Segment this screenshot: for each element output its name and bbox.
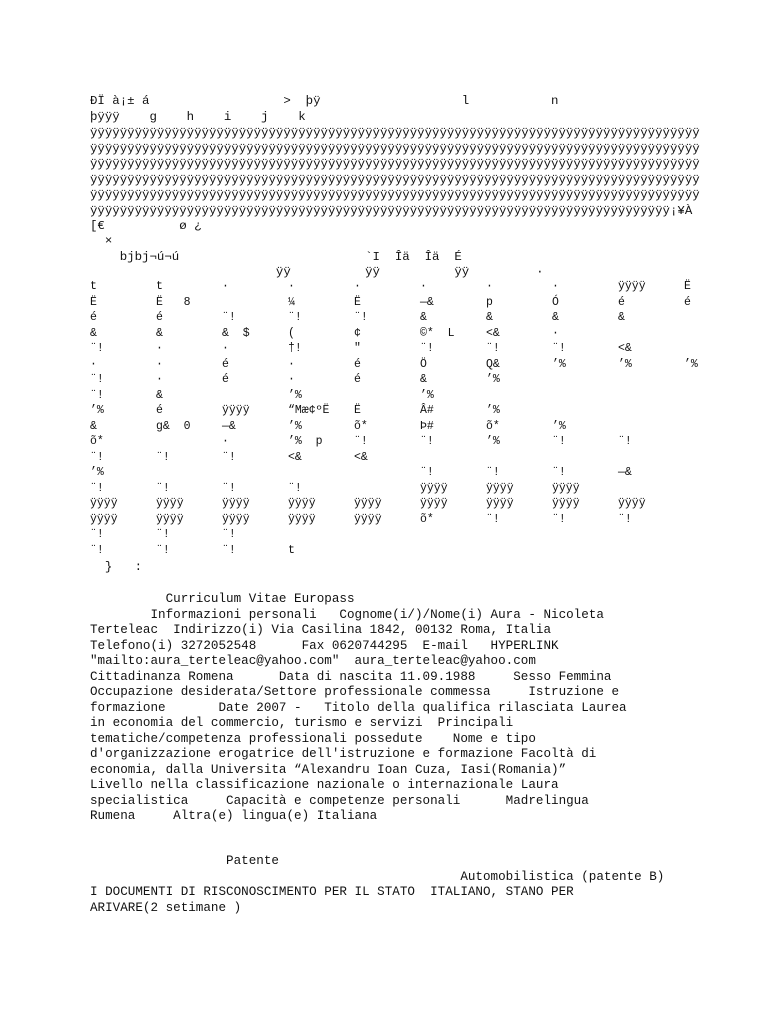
garbled-grid-cell: ·	[420, 280, 427, 293]
garbled-grid-cell: ¨!	[90, 450, 104, 464]
garbled-grid-cell: ¨!	[90, 481, 104, 495]
cv-text-line: Cittadinanza Romena Data di nascita 11.09.1988 Sesso Femmina	[90, 669, 612, 684]
garbled-grid-cell: ¨!	[90, 342, 104, 355]
garbled-grid-cell: õ*	[486, 419, 500, 433]
garbled-grid-cell: ¨!	[90, 373, 104, 386]
garbled-grid-row	[90, 513, 690, 529]
garbled-grid-cell: ÿÿÿÿ	[552, 497, 580, 510]
garbled-grid-cell: é	[90, 311, 97, 324]
garbled-grid-cell: ¨!	[552, 512, 566, 526]
cv-text-line: formazione Date 2007 - Titolo della qualifica rilasciata Laurea	[90, 700, 627, 715]
garbled-grid-cell: ·	[222, 280, 229, 293]
garbled-grid-cell: ÿÿÿÿ	[156, 497, 184, 510]
garbled-grid-cell: ÿÿÿÿ	[222, 512, 250, 526]
garbled-grid-cell: "	[354, 342, 361, 355]
garbled-grid-cell: ÿÿÿÿ	[222, 404, 250, 417]
garbled-grid-cell: Ë	[90, 295, 97, 309]
garbled-grid-cell: ¨!	[420, 342, 434, 355]
garbled-header-line: ÿÿ ÿÿ ÿÿ ·	[90, 265, 544, 279]
garbled-table-grid	[90, 280, 698, 559]
garbled-grid-cell: ÿÿÿÿ	[420, 497, 448, 510]
garbled-grid-cell: —&	[618, 466, 632, 479]
patente-text-line: I DOCUMENTI DI RISCONOSCIMENTO PER IL STATO ITALIANO, STANO PER	[90, 885, 574, 899]
garbled-grid-cell: ¨!	[486, 512, 500, 526]
garbled-grid-cell: ÿÿÿÿ	[90, 512, 118, 526]
garbled-grid-cell: ·	[288, 373, 295, 386]
garbled-grid-cell: ©* L	[420, 326, 455, 340]
garbled-trailer: } :	[90, 560, 143, 574]
cv-text-line: tematiche/competenza professionali possedute Nome e tipo	[90, 731, 536, 746]
garbled-grid-cell: & $	[222, 326, 250, 340]
garbled-grid-cell: ·	[354, 280, 361, 293]
garbled-grid-cell: ·	[552, 326, 559, 340]
garbled-grid-cell: õ*	[420, 512, 434, 526]
garbled-grid-cell: é	[618, 295, 625, 309]
filler-bytes-line: ÿÿÿÿÿÿÿÿÿÿÿÿÿÿÿÿÿÿÿÿÿÿÿÿÿÿÿÿÿÿÿÿÿÿÿÿÿÿÿÿÿÿÿÿÿÿÿÿÿÿÿÿÿÿÿÿÿÿÿÿÿÿÿÿÿÿÿÿÿÿÿÿÿÿÿÿÿÿÿÿÿÿ	[90, 157, 700, 171]
garbled-grid-cell: <&	[618, 342, 632, 355]
garbled-grid-cell: Â#	[420, 404, 434, 417]
filler-bytes-line: ÿÿÿÿÿÿÿÿÿÿÿÿÿÿÿÿÿÿÿÿÿÿÿÿÿÿÿÿÿÿÿÿÿÿÿÿÿÿÿÿÿÿÿÿÿÿÿÿÿÿÿÿÿÿÿÿÿÿÿÿÿÿÿÿÿÿÿÿÿÿÿÿÿÿÿÿÿÿÿÿÿÿ	[90, 173, 700, 187]
cv-text-line: Telefono(i) 3272052548 Fax 0620744295 E-mail HYPERLINK	[90, 638, 559, 653]
garbled-grid-row	[90, 466, 690, 482]
garbled-grid-cell: ·	[552, 280, 559, 293]
filler-bytes-line: ÿÿÿÿÿÿÿÿÿÿÿÿÿÿÿÿÿÿÿÿÿÿÿÿÿÿÿÿÿÿÿÿÿÿÿÿÿÿÿÿÿÿÿÿÿÿÿÿÿÿÿÿÿÿÿÿÿÿÿÿÿÿÿÿÿÿÿÿÿÿÿÿÿÿÿÿÿÿ¡¥À	[90, 204, 693, 218]
garbled-grid-cell: g& 0	[156, 419, 191, 433]
garbled-grid-cell: ¨!	[156, 481, 170, 495]
garbled-grid-row	[90, 482, 690, 498]
garbled-grid-cell: é	[354, 373, 361, 386]
cv-text-line: in economia del commercio, turismo e servizi Principali	[90, 716, 514, 730]
garbled-grid-row	[90, 357, 698, 374]
garbled-grid-cell: ÿÿÿÿ	[618, 497, 646, 510]
garbled-grid-cell: ÿÿÿÿ	[156, 512, 184, 526]
garbled-grid-row	[90, 296, 690, 312]
garbled-grid-cell: ¨!	[222, 543, 236, 557]
garbled-grid-cell: ·	[288, 280, 295, 293]
garbled-grid-cell: ¨!	[90, 388, 104, 402]
patente-text-line: ARIVARE(2 setimane )	[90, 900, 242, 915]
cv-text-line: economia, dalla Universita “Alexandru Ioan Cuza, Iasi(Romania)”	[90, 762, 567, 777]
garbled-grid-cell: ’%	[486, 404, 500, 417]
garbled-grid-cell: †!	[288, 342, 302, 355]
garbled-grid-cell: ·	[156, 342, 163, 355]
garbled-grid-row	[90, 528, 690, 544]
garbled-header-line: ×	[90, 234, 113, 248]
filler-bytes-line: ÿÿÿÿÿÿÿÿÿÿÿÿÿÿÿÿÿÿÿÿÿÿÿÿÿÿÿÿÿÿÿÿÿÿÿÿÿÿÿÿÿÿÿÿÿÿÿÿÿÿÿÿÿÿÿÿÿÿÿÿÿÿÿÿÿÿÿÿÿÿÿÿÿÿÿÿÿÿÿÿÿÿ	[90, 142, 700, 156]
cv-text-line: Livello nella classificazione nazionale o internazionale Laura	[90, 778, 559, 792]
garbled-grid-cell: ÿÿÿÿ	[486, 497, 514, 510]
garbled-grid-cell: Q&	[486, 357, 500, 371]
garbled-grid-cell: t	[156, 280, 163, 293]
cv-text-line: Rumena Altra(e) lingua(e) Italiana	[90, 809, 378, 823]
patente-text-line: Automobilistica (patente B)	[90, 869, 665, 884]
garbled-grid-cell: ÿÿÿÿ	[552, 481, 580, 495]
garbled-grid-cell: õ*	[90, 435, 104, 448]
garbled-grid-cell: &	[618, 311, 625, 324]
filler-bytes-line: ÿÿÿÿÿÿÿÿÿÿÿÿÿÿÿÿÿÿÿÿÿÿÿÿÿÿÿÿÿÿÿÿÿÿÿÿÿÿÿÿÿÿÿÿÿÿÿÿÿÿÿÿÿÿÿÿÿÿÿÿÿÿÿÿÿÿÿÿÿÿÿÿÿÿÿÿÿÿÿÿÿÿ	[90, 126, 700, 140]
garbled-grid-row	[90, 451, 690, 467]
garbled-grid-cell: —&	[420, 295, 434, 309]
garbled-grid-cell: Ë	[354, 295, 361, 309]
garbled-grid-cell: é	[354, 357, 361, 371]
garbled-grid-cell: ’%	[552, 357, 566, 371]
garbled-grid-cell: é	[156, 404, 163, 417]
garbled-grid-cell: t	[288, 543, 295, 557]
garbled-grid-cell: ¨!	[222, 481, 236, 495]
garbled-grid-cell: &	[90, 326, 97, 340]
garbled-grid-cell: &	[156, 388, 163, 402]
garbled-grid-cell: ·	[288, 357, 295, 371]
garbled-grid-cell: ÿÿÿÿ	[222, 497, 250, 510]
garbled-grid-cell: ’%	[486, 435, 500, 448]
garbled-grid-row	[90, 327, 690, 343]
garbled-grid-cell: ’%	[288, 388, 302, 402]
garbled-grid-cell: &	[420, 373, 427, 386]
garbled-grid-cell: &	[420, 311, 427, 324]
garbled-grid-cell: Ë	[354, 404, 361, 417]
garbled-grid-row	[90, 497, 690, 513]
garbled-grid-row	[90, 420, 690, 436]
cv-text-line: Curriculum Vitae Europass	[90, 592, 355, 606]
garbled-grid-cell: ¨!	[552, 435, 566, 448]
garbled-grid-cell: ’%	[684, 357, 698, 371]
garbled-grid-cell: &	[552, 311, 559, 324]
garbled-grid-cell: ¨!	[354, 435, 368, 448]
garbled-grid-cell: ·	[156, 357, 163, 371]
garbled-grid-cell: ¨!	[222, 311, 236, 324]
garbled-header-line: bjbj¬ú¬ú `I Îä Îä É	[90, 250, 462, 264]
garbled-grid-cell: é	[222, 357, 229, 371]
garbled-header-line: [€ ø ¿	[90, 219, 202, 233]
garbled-grid-cell: ¨!	[222, 450, 236, 464]
garbled-grid-cell: ·	[222, 435, 229, 448]
cv-text-line: specialistica Capacità e competenze personali Madrelingua	[90, 793, 589, 808]
garbled-grid-row	[90, 389, 690, 405]
garbled-grid-cell: ¨!	[288, 311, 302, 324]
garbled-grid-cell: ¨!	[552, 342, 566, 355]
garbled-grid-cell: ’%	[288, 419, 302, 433]
garbled-grid-cell: ¨!	[552, 466, 566, 479]
cv-text-line: "mailto:aura_terteleac@yahoo.com" aura_terteleac@yahoo.com	[90, 654, 536, 668]
garbled-grid-cell: ¨!	[288, 481, 302, 495]
garbled-grid-cell: ·	[90, 357, 97, 371]
garbled-grid-row	[90, 373, 690, 389]
garbled-grid-cell: é	[684, 295, 691, 309]
garbled-grid-cell: é	[156, 311, 163, 324]
garbled-grid-cell: —&	[222, 419, 236, 433]
garbled-grid-cell: ·	[156, 373, 163, 386]
garbled-grid-cell: ÿÿÿÿ	[618, 280, 646, 293]
garbled-grid-cell: Ö	[420, 357, 427, 371]
garbled-grid-cell: ÿÿÿÿ	[354, 497, 382, 510]
garbled-grid-row	[90, 435, 690, 451]
garbled-header-line: ÐÏ à¡± á > þÿ l n	[90, 94, 559, 108]
garbled-grid-cell: Ë 8	[156, 295, 191, 309]
garbled-grid-cell: ’%	[90, 404, 104, 417]
garbled-grid-cell: õ*	[354, 419, 368, 433]
garbled-grid-cell: &	[90, 419, 97, 433]
garbled-grid-cell: “Mæ¢ºË	[288, 404, 330, 417]
garbled-grid-row	[90, 311, 690, 327]
garbled-grid-cell: &	[156, 326, 163, 340]
garbled-grid-cell: ¨!	[90, 543, 104, 557]
garbled-grid-cell: t	[90, 280, 97, 293]
garbled-grid-cell: ¨!	[486, 342, 500, 355]
garbled-grid-cell: ’%	[552, 419, 566, 433]
garbled-grid-cell: ÿÿÿÿ	[354, 512, 382, 526]
garbled-grid-cell: ¨!	[420, 466, 434, 479]
patente-section	[90, 854, 690, 916]
garbled-grid-cell: ¨!	[618, 512, 632, 526]
garbled-grid-cell: ’% p	[288, 435, 323, 448]
garbled-grid-cell: ¨!	[618, 435, 632, 448]
garbled-grid-cell: ·	[486, 280, 493, 293]
garbled-grid-cell: ¨!	[486, 466, 500, 479]
garbled-grid-cell: Ó	[552, 295, 559, 309]
garbled-grid-cell: Ë	[684, 280, 691, 293]
garbled-grid-cell: ÿÿÿÿ	[486, 481, 514, 495]
cv-text-line: Occupazione desiderata/Settore professionale commessa Istruzione e	[90, 685, 620, 699]
garbled-grid-cell: &	[486, 311, 493, 324]
garbled-grid-cell: ¨!	[156, 543, 170, 557]
garbled-grid-cell: ’%	[420, 388, 434, 402]
garbled-grid-cell: ’%	[618, 357, 632, 371]
garbled-grid-cell: ·	[222, 342, 229, 355]
cv-text-line: d'organizzazione erogatrice dell'istruzione e formazione Facoltà di	[90, 747, 597, 761]
garbled-grid-cell: ¼	[288, 295, 295, 309]
garbled-grid-row	[90, 544, 690, 560]
cv-text-line: Informazioni personali Cognome(i/)/Nome(i) Aura - Nicoleta	[90, 607, 604, 622]
garbled-grid-cell: <&	[288, 450, 302, 464]
garbled-grid-cell: ¨!	[156, 450, 170, 464]
garbled-grid-cell: ¨!	[156, 528, 170, 541]
garbled-grid-cell: (	[288, 326, 295, 340]
garbled-grid-cell: <&	[486, 326, 500, 340]
garbled-grid-cell: ÿÿÿÿ	[288, 512, 316, 526]
patente-text-line: Patente	[90, 854, 279, 868]
garbled-grid-cell: Þ#	[420, 419, 434, 433]
garbled-grid-cell: p	[486, 295, 493, 309]
garbled-grid-cell: ’%	[90, 466, 104, 479]
garbled-grid-cell: é	[222, 373, 229, 386]
garbled-grid-cell: ÿÿÿÿ	[420, 481, 448, 495]
filler-bytes-line: ÿÿÿÿÿÿÿÿÿÿÿÿÿÿÿÿÿÿÿÿÿÿÿÿÿÿÿÿÿÿÿÿÿÿÿÿÿÿÿÿÿÿÿÿÿÿÿÿÿÿÿÿÿÿÿÿÿÿÿÿÿÿÿÿÿÿÿÿÿÿÿÿÿÿÿÿÿÿÿÿÿÿ	[90, 188, 700, 202]
garbled-grid-cell: ÿÿÿÿ	[288, 497, 316, 510]
garbled-header-line: þÿÿÿ g h i j k	[90, 110, 306, 124]
cv-body-text	[90, 592, 690, 825]
garbled-grid-cell: ÿÿÿÿ	[90, 497, 118, 510]
garbled-grid-cell: ¨!	[222, 528, 236, 541]
garbled-grid-cell: ¨!	[420, 435, 434, 448]
garbled-grid-cell: <&	[354, 450, 368, 464]
garbled-grid-row	[90, 342, 690, 358]
garbled-grid-row	[90, 404, 690, 420]
garbled-grid-row	[90, 280, 690, 296]
garbled-grid-cell: ’%	[486, 373, 500, 386]
garbled-grid-cell: ¨!	[354, 311, 368, 324]
garbled-grid-cell: ¨!	[90, 528, 104, 541]
garbled-grid-cell: ¢	[354, 326, 361, 340]
cv-text-line: Terteleac Indirizzo(i) Via Casilina 1842, 00132 Roma, Italia	[90, 623, 552, 637]
